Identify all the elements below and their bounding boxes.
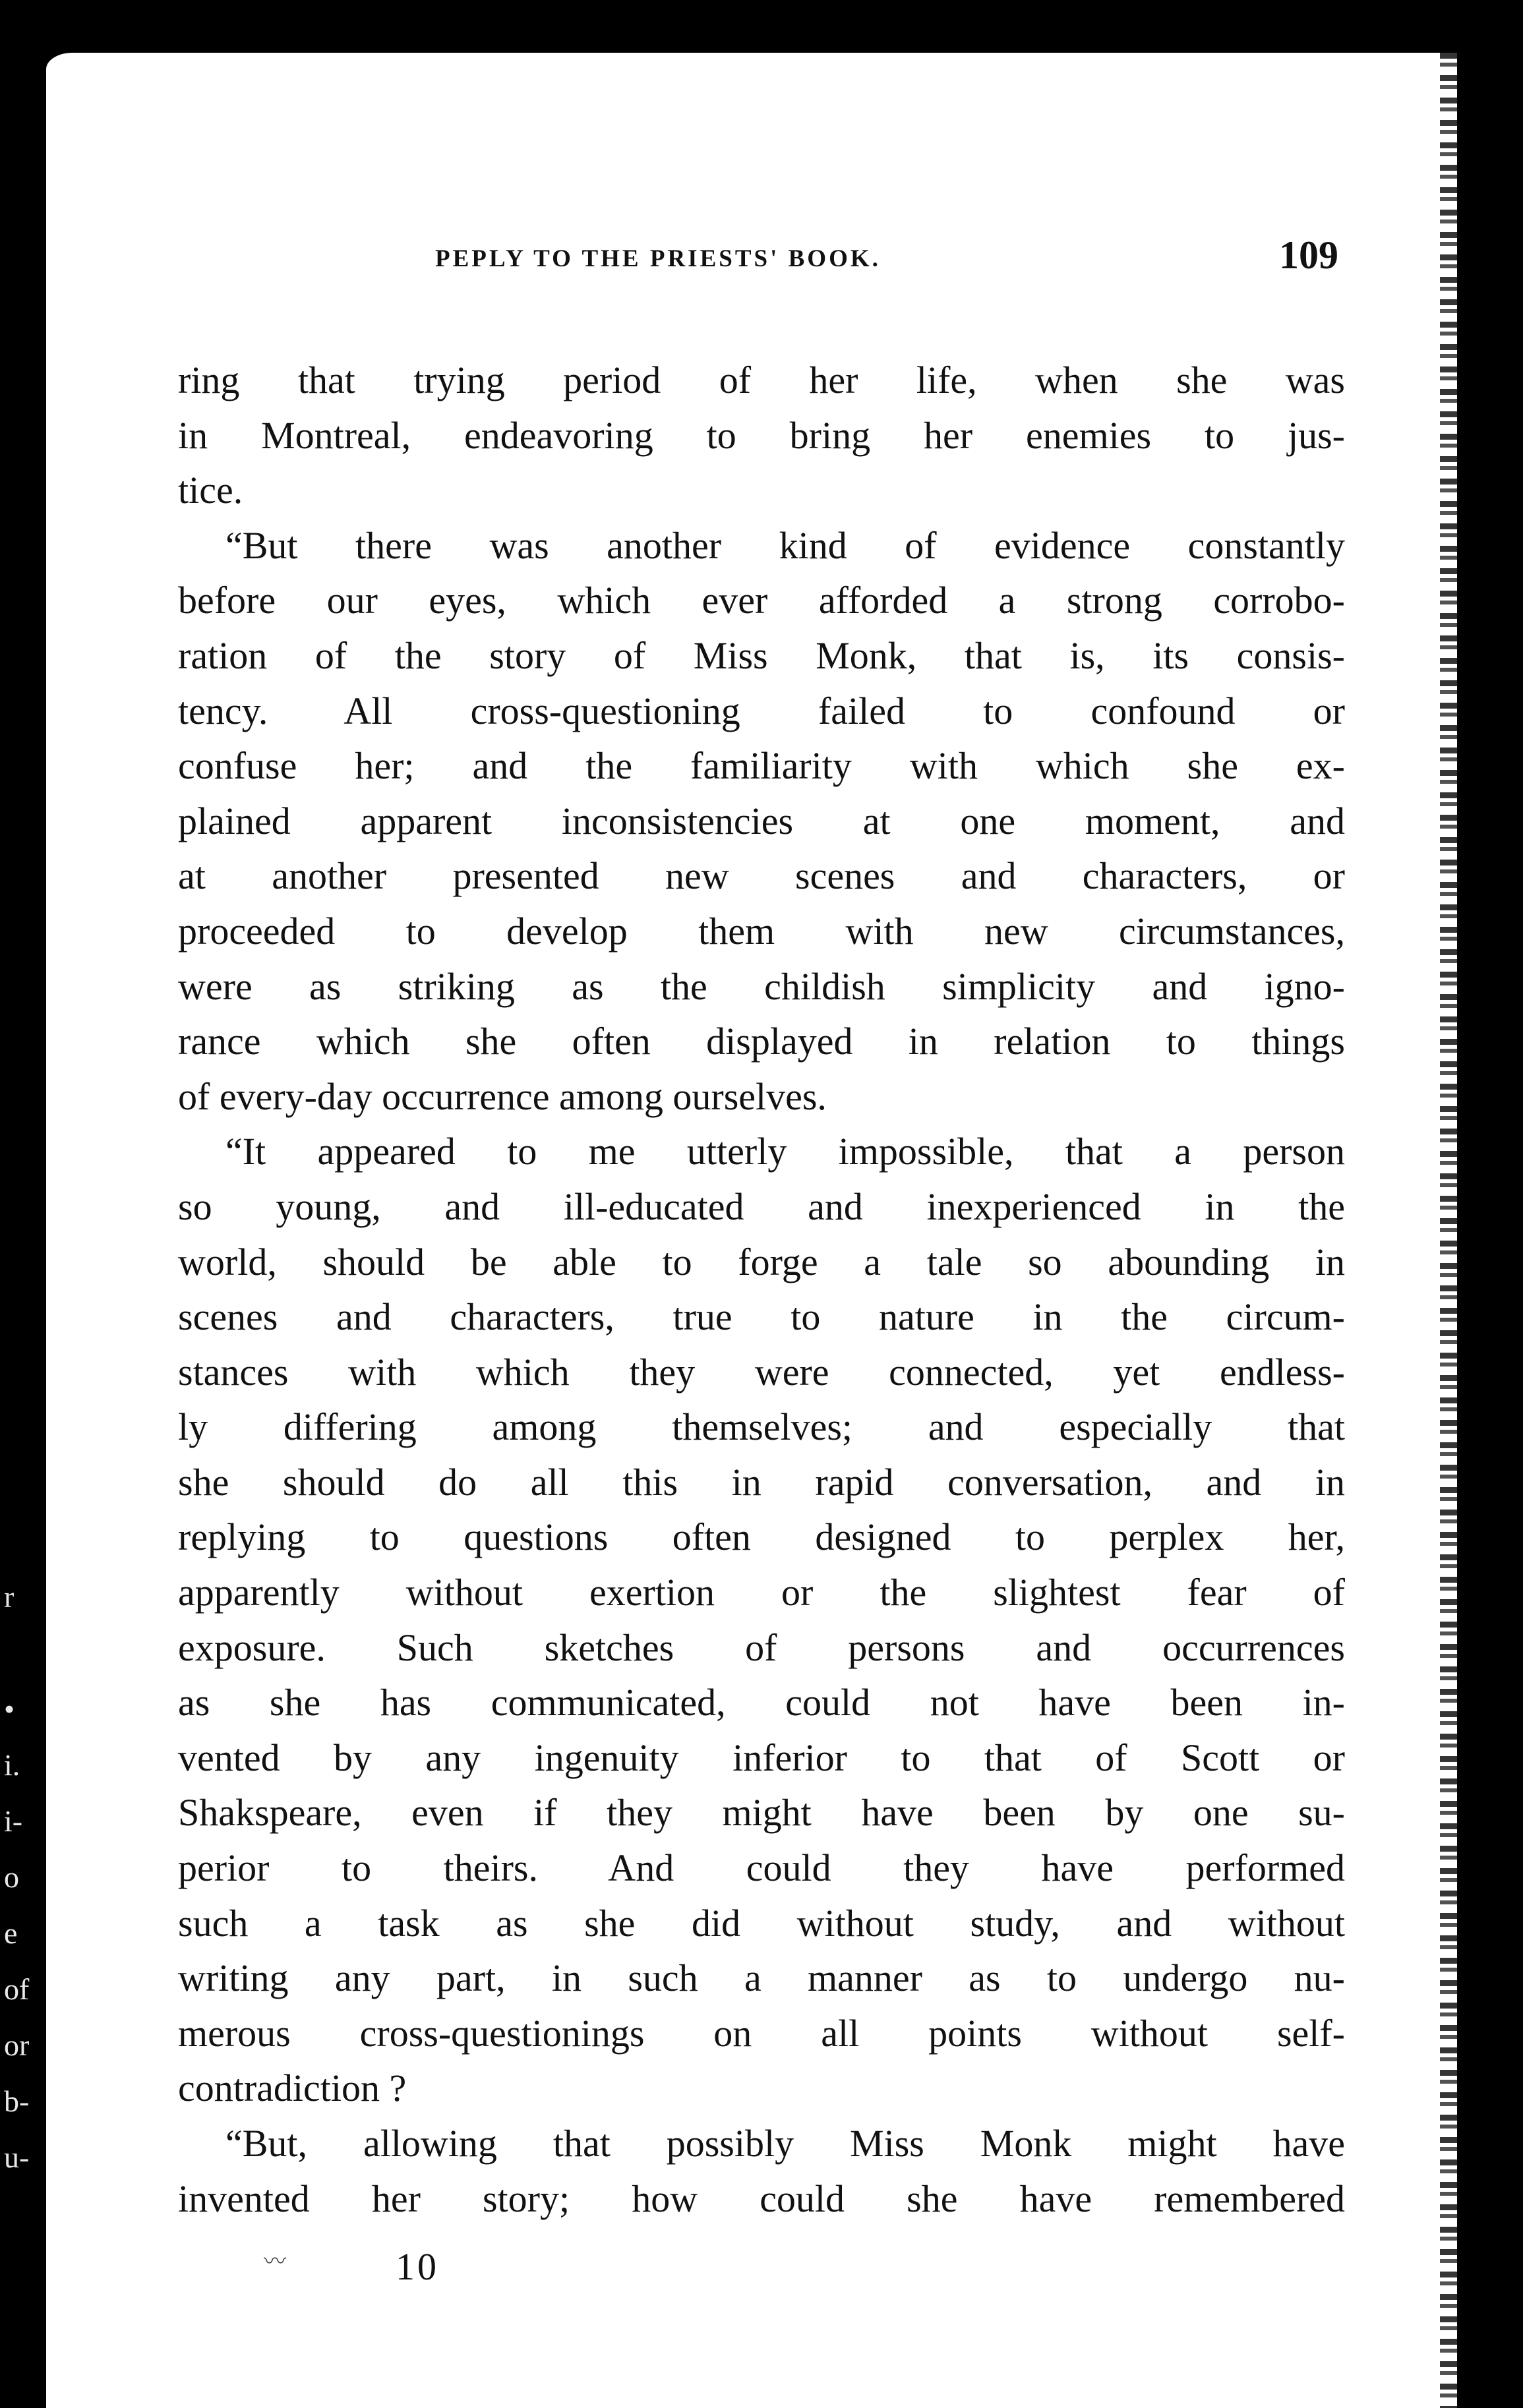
text-line: world, should be able to forge a tale so abounding in (178, 1240, 1345, 1283)
running-head (389, 227, 1338, 280)
facing-page-fragment (0, 1569, 46, 2185)
text-line: in Montreal, endeavoring to bring her enemies to jus- (178, 413, 1345, 457)
text-line: she should do all this in rapid conversation, and in (178, 1460, 1345, 1504)
fragment-char: r (4, 1580, 15, 1614)
fragment-char: of (4, 1972, 30, 2006)
fragment-char: b- (4, 2084, 30, 2118)
text-line: Shakspeare, even if they might have been by one su- (178, 1791, 1345, 1835)
text-line: “But there was another kind of evidence constantly (225, 523, 1345, 567)
ornament-mark: 〰 (264, 2248, 286, 2275)
text-line: proceeded to develop them with new circumstances, (178, 909, 1345, 953)
fragment-char: e (4, 1916, 18, 1950)
signature-mark: 10 (396, 2245, 439, 2288)
fragment-char: u- (4, 2140, 30, 2174)
text-line: perior to theirs. And could they have performed (178, 1846, 1345, 1890)
text-line: so young, and ill-educated and inexperienced in the (178, 1185, 1345, 1228)
fragment-char: i- (4, 1804, 23, 1838)
text-line: invented her story; how could she have remembered (178, 2177, 1345, 2220)
body-text (178, 353, 1345, 2226)
text-line: exposure. Such sketches of persons and occurrences (178, 1626, 1345, 1669)
text-line: ring that trying period of her life, when she was (178, 359, 1345, 401)
text-line: tice. (178, 469, 243, 512)
fragment-char: • (4, 1692, 15, 1726)
text-line: “It appeared to me utterly impossible, that a person (225, 1130, 1345, 1173)
text-line: “But, allowing that possibly Miss Monk might have (225, 2122, 1345, 2165)
text-line: vented by any ingenuity inferior to that of Scott or (178, 1736, 1345, 1779)
text-line: confuse her; and the familiarity with which she ex- (178, 744, 1345, 788)
text-line: tency. All cross-questioning failed to confound or (178, 689, 1345, 732)
book-page (46, 53, 1457, 2408)
text-line: scenes and characters, true to nature in the circum- (178, 1295, 1345, 1339)
text-line: rance which she often displayed in relation to things (178, 1020, 1345, 1063)
text-line: contradiction ? (178, 2067, 407, 2110)
text-line: before our eyes, which ever afforded a strong corrobo- (178, 579, 1345, 622)
text-line: as she has communicated, could not have been in- (178, 1681, 1345, 1724)
text-line: writing any part, in such a manner as to undergo nu- (178, 1956, 1345, 2000)
fragment-char: i. (4, 1748, 20, 1782)
fragment-char: o (4, 1860, 19, 1894)
page-number: 109 (1279, 233, 1338, 277)
text-line: ly differing among themselves; and especially that (178, 1405, 1345, 1449)
text-line: replying to questions often designed to perplex her, (178, 1515, 1345, 1559)
text-line: merous cross-questionings on all points without self- (178, 2011, 1345, 2055)
text-line: of every-day occurrence among ourselves. (178, 1074, 827, 1118)
fragment-char: or (4, 2028, 30, 2062)
text-line: were as striking as the childish simplicity and igno- (178, 964, 1345, 1008)
fragment-char (0, 1625, 46, 1681)
text-line: ration of the story of Miss Monk, that is, its consis- (178, 633, 1345, 677)
text-line: at another presented new scenes and characters, or (178, 854, 1345, 898)
text-line: plained apparent inconsistencies at one moment, and (178, 799, 1345, 842)
text-line: such a task as she did without study, and without (178, 1901, 1345, 1945)
text-line: apparently without exertion or the slightest fear of (178, 1571, 1345, 1614)
text-line: stances with which they were connected, yet endless- (178, 1350, 1345, 1394)
running-title: PEPLY TO THE PRIESTS' BOOK. (435, 245, 881, 272)
